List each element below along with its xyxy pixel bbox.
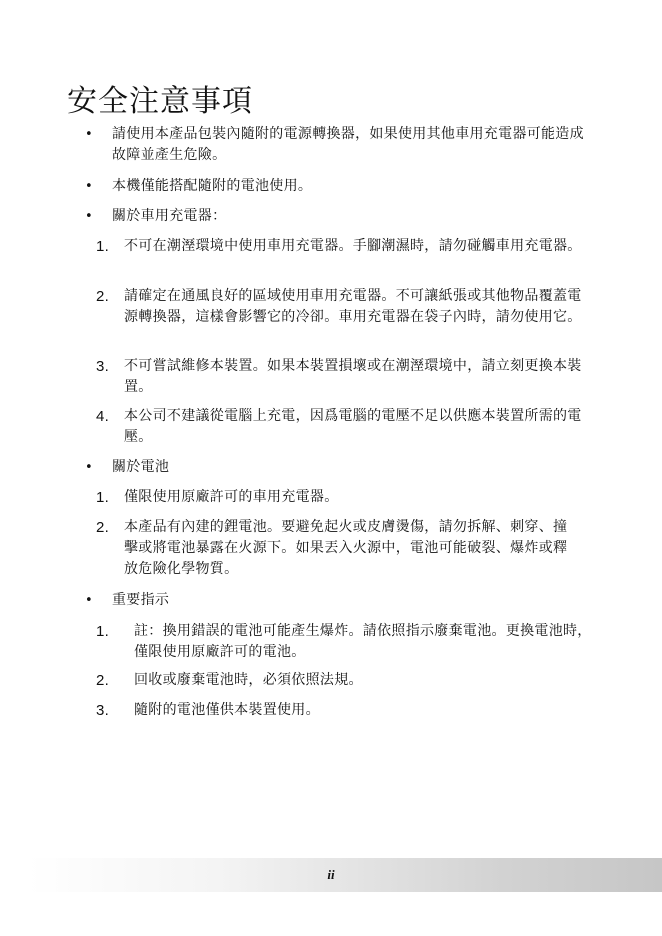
item-text: 本產品有內建的鋰電池。要避免起火或皮膚燙傷，請勿拆解、刺穿、撞擊或將電池暴露在火源下。如果丟入火源中，電池可能破裂、爆炸或釋放危險化學物質。 — [124, 519, 568, 577]
item-text: 請確定在通風良好的區域使用車用充電器。不可讓紙張或其他物品覆蓋電源轉換器，這樣會影響它的冷卻。車用充電器在袋子內時，請勿使用它。 — [124, 288, 582, 325]
item-text: 本公司不建議從電腦上充電，因爲電腦的電壓不足以供應本裝置所需的電壓。 — [124, 408, 582, 445]
bullet-marker: • — [85, 593, 93, 608]
item-number: 4. — [96, 408, 110, 425]
battery-heading: 關於電池 — [112, 459, 170, 475]
item-text: 回收或廢棄電池時，必須依照法規。 — [134, 672, 363, 688]
item-text: 註：換用錯誤的電池可能產生爆炸。請依照指示廢棄電池。更換電池時，僅限使用原廠許可的電池。 — [134, 623, 592, 660]
item-text: 不可嘗試維修本裝置。如果本裝置損壞或在潮溼環境中，請立刻更換本裝置。 — [124, 358, 582, 395]
page-number: ii — [327, 867, 335, 882]
item-text: 隨附的電池僅供本裝置使用。 — [134, 702, 320, 718]
item-text: 不可在潮溼環境中使用車用充電器。手腳潮濕時，請勿碰觸車用充電器。 — [124, 238, 582, 254]
item-number: 1. — [96, 489, 110, 506]
item-number: 2. — [96, 672, 110, 689]
adapter-warning-text: 請使用本產品包裝內隨附的電源轉換器，如果使用其他車用充電器可能造成故障並產生危險。 — [112, 126, 584, 163]
bullet-marker: • — [85, 179, 93, 194]
item-number: 2. — [96, 519, 110, 536]
car-charger-heading: 關於車用充電器： — [112, 208, 227, 224]
item-number: 3. — [96, 702, 110, 719]
bullet-marker: • — [85, 209, 93, 224]
page-title: 安全注意事項 — [67, 84, 253, 119]
item-number: 2. — [96, 288, 110, 305]
item-number: 1. — [96, 238, 110, 255]
battery-only-text: 本機僅能搭配隨附的電池使用。 — [112, 178, 313, 194]
item-number: 3. — [96, 358, 110, 375]
bullet-marker: • — [85, 460, 93, 475]
item-number: 1. — [96, 623, 110, 640]
important-heading: 重要指示 — [112, 592, 170, 608]
item-text: 僅限使用原廠許可的車用充電器。 — [124, 489, 339, 505]
bullet-marker: • — [85, 127, 93, 142]
